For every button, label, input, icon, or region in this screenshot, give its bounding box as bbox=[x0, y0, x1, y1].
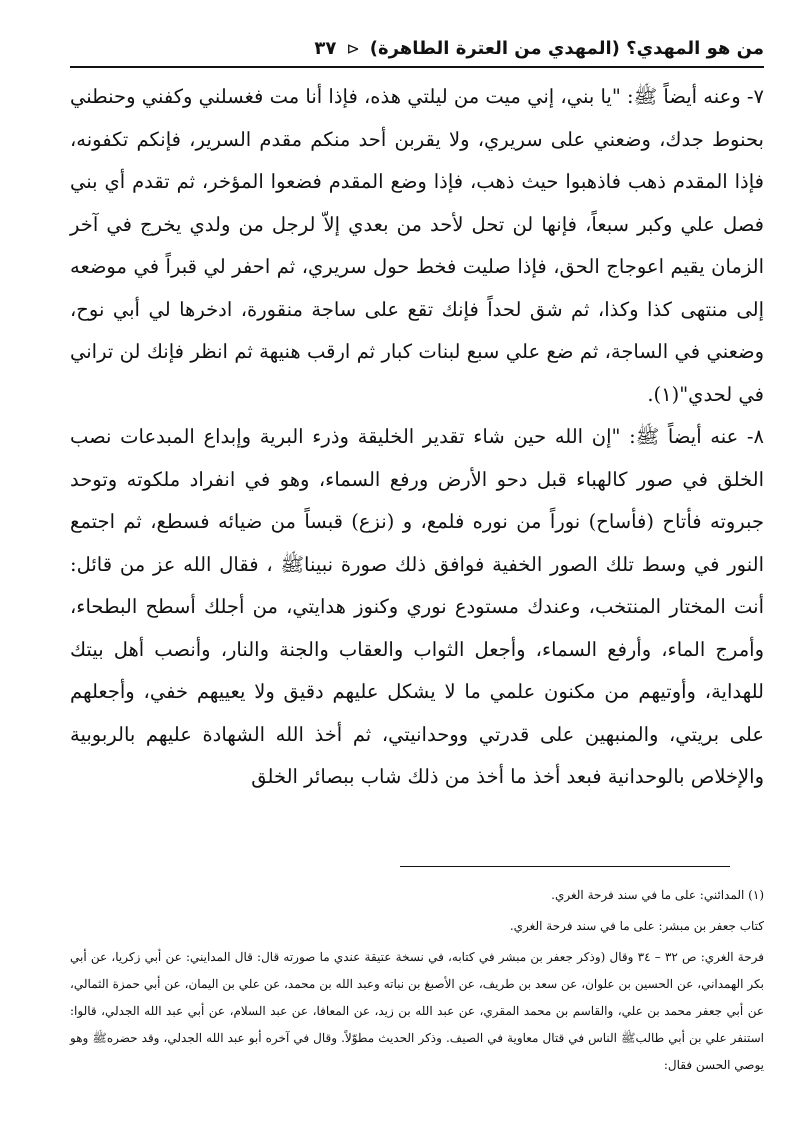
main-text bbox=[70, 76, 764, 799]
running-header bbox=[70, 28, 764, 68]
arrow-icon: ⊲ bbox=[346, 38, 360, 58]
header-divider bbox=[70, 66, 764, 68]
footnotes bbox=[70, 882, 764, 1079]
footnote-citation: فرحة الغري: ص ٣٢ – ٣٤ وقال (وذكر جعفر بن مبشر في كتابه، في نسخة عتيقة عندي ما صورته قال: قال المدايني: عن أبي زكريا، عن أبي بكر الهمداني، عن الحسين بن علوان، عن سعد بن طريف، عن الأصبغ بن نباته وعبد الله بن محمد، عن علي بن اليمان، عن أبي حمزة الثمالي، عن أبي جعفر محمد بن علي، والقاسم بن محمد المقري، عن عبد الله بن زيد، عن المعافا، عن عبد السلام، عن أبي عبد الله الجدلي، قالوا: استنفر علي بن أبي طالبﷺ الناس في قتال معاوية في الصيف. وذكر الحديث مطوّلاً. وقال في آخره أبو عبد الله الجدلي، وقد حضرهﷺ وهو يوصي الحسن فقال: bbox=[70, 950, 764, 1072]
footnote-1: (١) المدائني: على ما في سند فرحة الغري. bbox=[551, 888, 764, 902]
hadith-paragraph-7: ٧- وعنه أيضاً ﷺ: "يا بني، إني ميت من ليلتي هذه، فإذا أنا مت فغسلني وكفني وحنطني بحنوط جدك، وضعني على سريري، ولا يقربن أحد منكم مقدم السرير، فإنكم تكفونه، فإذا المقدم ذهب فاذهبوا حيث ذهب، فإذا وضع المقدم فضعوا المؤخر، ثم تقدم أي بني فصل علي وكبر سبعاً، فإنها لن تحل لأحد من بعدي إلاّ لرجل من ولدي يخرج في آخر الزمان يقيم اعوجاج الحق، فإذا صليت فخط حول سريري، ثم احفر لي قبراً في موضعه إلى منتهى كذا وكذا، ثم شق لحداً فإنك تقع على ساجة منقورة، ادخرها لي أبي نوح، وضعني في الساجة، ثم ضع علي سبع لبنات كبار ثم ارقب هنيهة ثم انظر فإنك لن تراني في لحدي"(١). bbox=[70, 85, 764, 406]
page-number: ٣٧ bbox=[314, 37, 337, 59]
running-title: من هو المهدي؟ (المهدي من العترة الطاهرة) bbox=[369, 37, 764, 59]
footnote-divider bbox=[400, 866, 730, 867]
footnote-source: كتاب جعفر بن مبشر: على ما في سند فرحة الغري. bbox=[509, 919, 764, 933]
hadith-paragraph-8: ٨- عنه أيضاً ﷺ: "إن الله حين شاء تقدير الخليقة وذرء البرية وإبداع المبدعات نصب الخلق في صور كالهباء قبل دحو الأرض ورفع السماء، وهو في انفراد ملكوته وتوحد جبروته فأتاح (فأساح) نوراً من نوره فلمع، و (نزع) قبساً من ضيائه فسطع، ثم اجتمع النور في وسط تلك الصور الخفية فوافق ذلك صورة نبيناﷺ ، فقال الله عز من قائل: أنت المختار المنتخب، وعندك مستودع نوري وكنوز هدايتي، من أجلك أسطح البطحاء، وأمرج الماء، وأرفع السماء، وأجعل الثواب والعقاب والجنة والنار، وأنصب أهل بيتك للهداية، وأوتيهم من مكنون علمي ما لا يشكل عليهم دقيق ولا يعييهم خفي، وأجعلهم على بريتي، والمنبهين على قدرتي ووحدانيتي، ثم أخذ الله الشهادة عليهم بالربوبية والإخلاص بالوحدانية فبعد أخذ ما أخذ من ذلك شاب ببصائر الخلق bbox=[70, 425, 764, 788]
